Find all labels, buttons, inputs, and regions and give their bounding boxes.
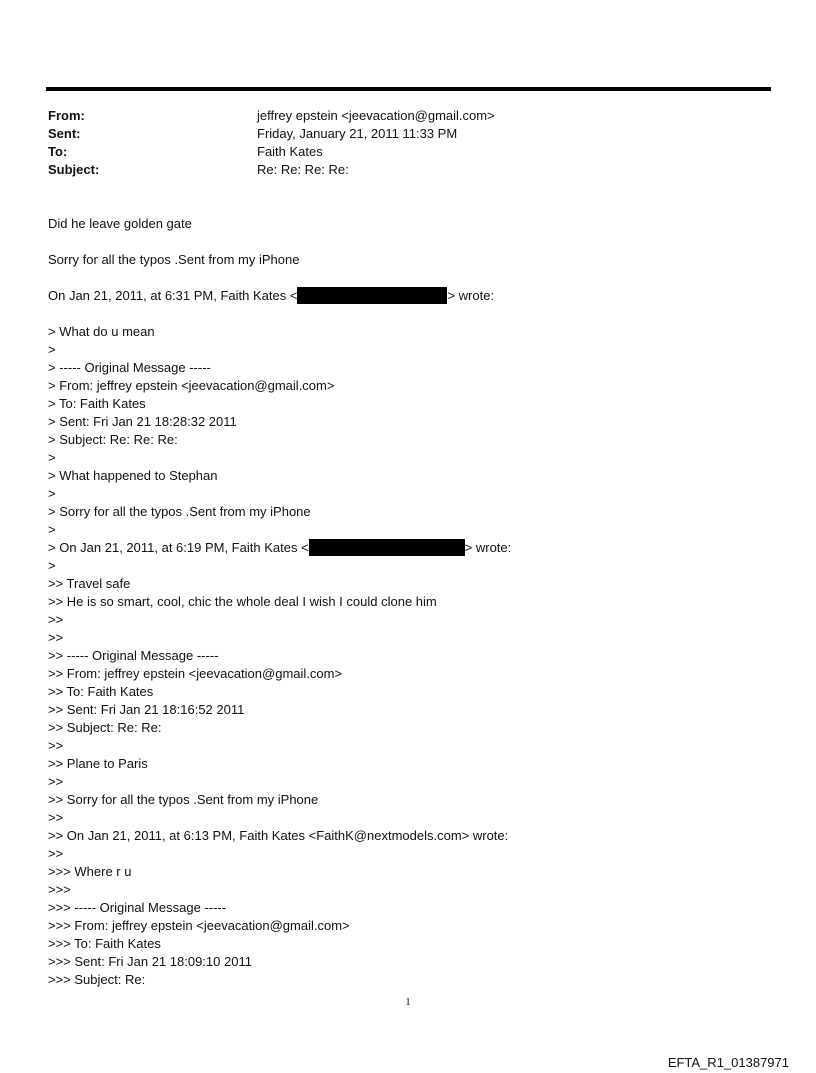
body-line: > What do u mean [48,324,155,339]
body-line: >>> Subject: Re: [48,972,146,987]
body-line: >>> ----- Original Message ----- [48,900,227,915]
body-line: > ----- Original Message ----- [48,360,211,375]
body-line: > What happened to Stephan [48,468,218,483]
from-label: From: [48,108,85,123]
sent-label: Sent: [48,126,81,141]
from-value: jeffrey epstein <jeevacation@gmail.com> [257,108,495,123]
body-line: >>> From: jeffrey epstein <jeevacation@gmail.com> [48,918,350,933]
quote-attribution-2 [48,539,511,557]
body-line: >> ----- Original Message ----- [48,648,219,663]
body-line: >>> To: Faith Kates [48,936,161,951]
body-line: >> Subject: Re: Re: [48,720,162,735]
body-line: > Sent: Fri Jan 21 18:28:32 2011 [48,414,237,429]
body-line: >> Sent: Fri Jan 21 18:16:52 2011 [48,702,245,717]
quote-attribution-1 [48,287,494,305]
sent-value: Friday, January 21, 2011 11:33 PM [257,126,458,141]
body-line: >> [48,612,64,627]
body-line: > [48,522,56,537]
subject-value: Re: Re: Re: Re: [257,162,349,177]
body-line: > [48,450,56,465]
quote-attribution-prefix: > On Jan 21, 2011, at 6:19 PM, Faith Kates < [48,540,309,555]
quote-attribution-suffix: > wrote: [464,540,512,555]
body-line: >> Plane to Paris [48,756,148,771]
document-id: EFTA_R1_01387971 [667,1055,789,1070]
body-line: >> On Jan 21, 2011, at 6:13 PM, Faith Kates <FaithK@nextmodels.com> wrote: [48,828,509,843]
body-line: > [48,558,56,573]
page-number: 1 [405,996,411,1008]
body-line: >> From: jeffrey epstein <jeevacation@gmail.com> [48,666,343,681]
body-line: >> [48,738,64,753]
body-line: >> Travel safe [48,576,131,591]
quote-attribution-suffix: > wrote: [447,288,495,303]
quote-attribution-prefix: On Jan 21, 2011, at 6:31 PM, Faith Kates < [48,288,298,303]
header-rule [46,87,771,91]
body-line: >>> [48,882,71,897]
body-line: >>> Where r u [48,864,132,879]
body-line: > Sorry for all the typos .Sent from my iPhone [48,504,311,519]
body-line: > Subject: Re: Re: Re: [48,432,178,447]
body-line: >>> Sent: Fri Jan 21 18:09:10 2011 [48,954,252,969]
body-line: > [48,342,56,357]
subject-label: Subject: [48,162,100,177]
body-line: > To: Faith Kates [48,396,146,411]
body-line: >> Sorry for all the typos .Sent from my iPhone [48,792,319,807]
to-label: To: [48,144,68,159]
body-line: Did he leave golden gate [48,216,192,231]
body-line: > [48,486,56,501]
to-value: Faith Kates [257,144,323,159]
redaction-block [309,539,465,556]
body-line: >> [48,810,64,825]
body-line: >> [48,630,64,645]
redaction-block [297,287,447,304]
body-line: >> [48,846,64,861]
body-line: Sorry for all the typos .Sent from my iPhone [48,252,300,267]
body-line: >> To: Faith Kates [48,684,154,699]
body-line: > From: jeffrey epstein <jeevacation@gmail.com> [48,378,335,393]
body-line: >> [48,774,64,789]
body-line: >> He is so smart, cool, chic the whole deal I wish I could clone him [48,594,437,609]
